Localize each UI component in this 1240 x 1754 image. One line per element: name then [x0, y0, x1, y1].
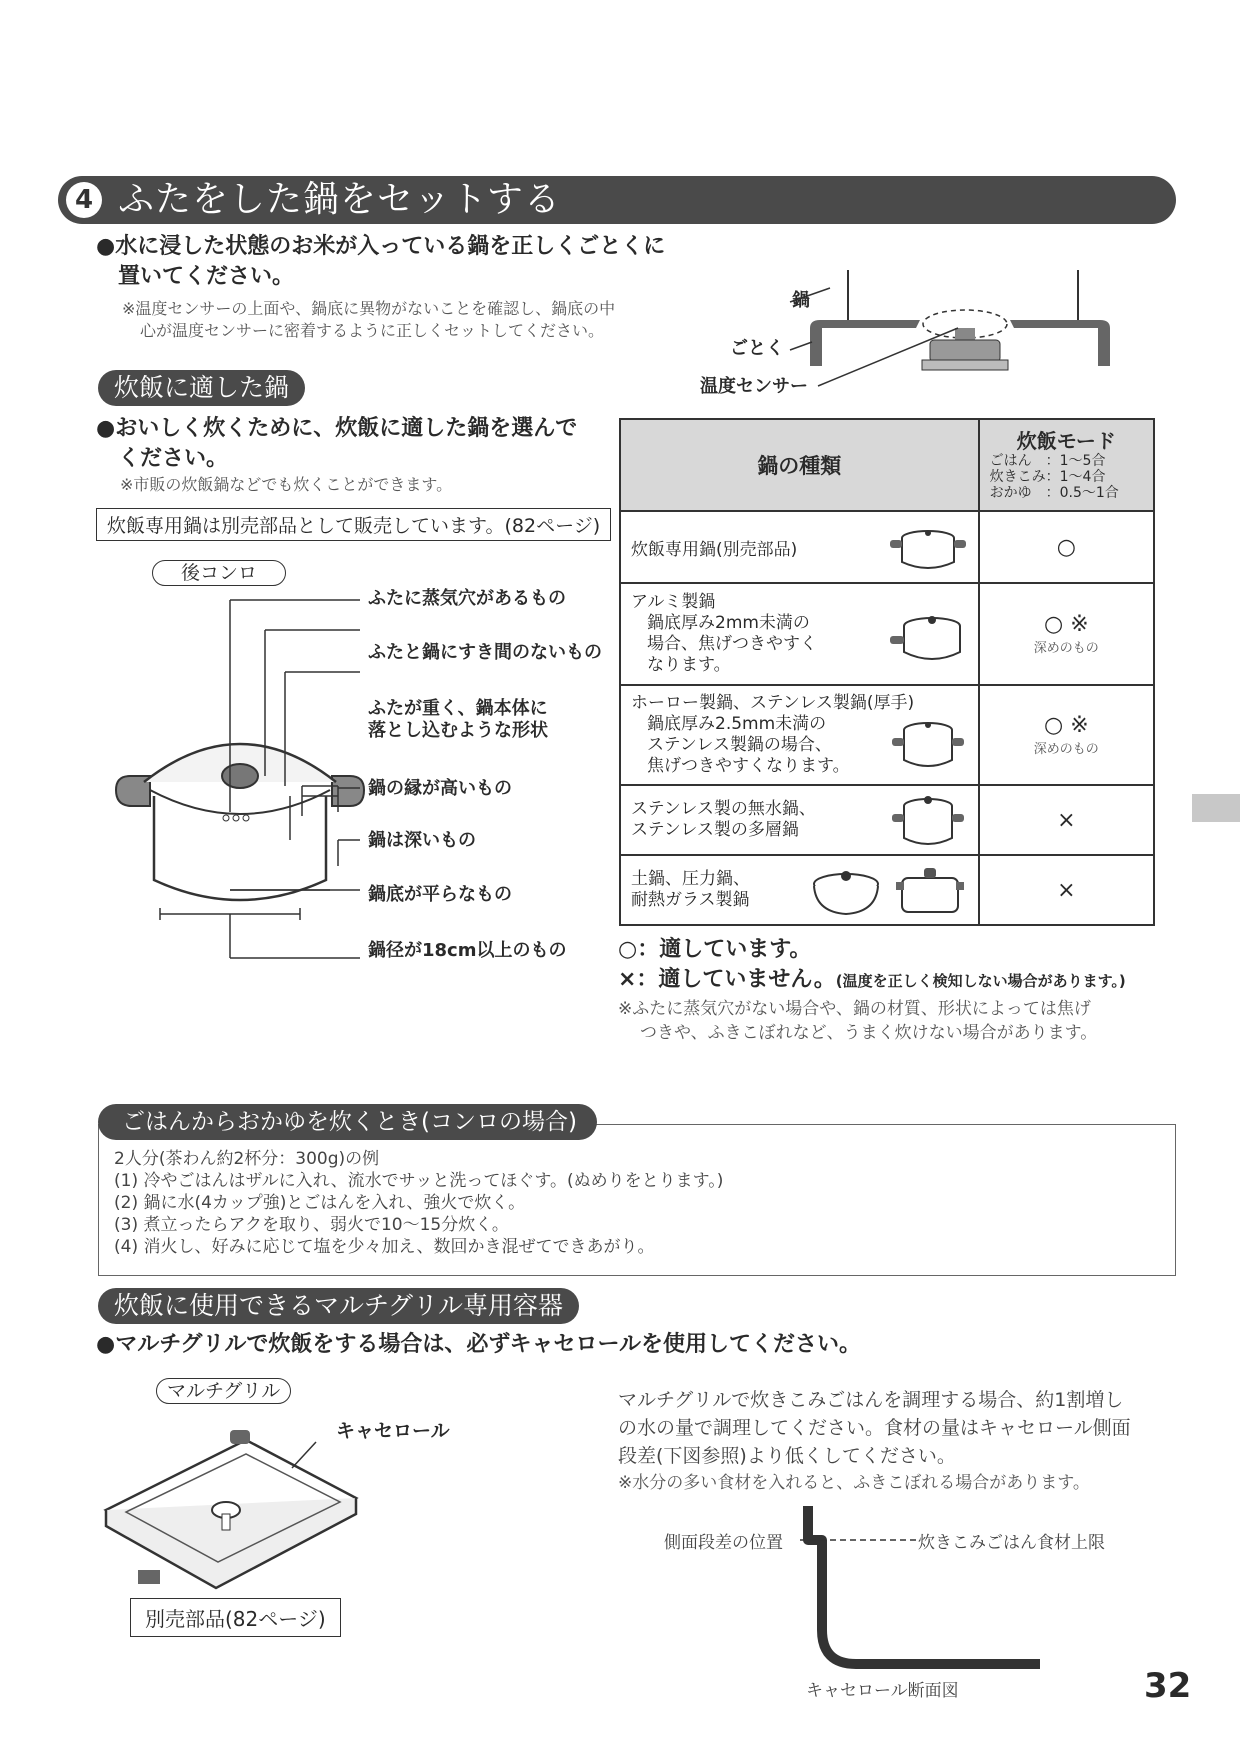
page-edge-tab — [1192, 794, 1240, 822]
label-gotoku: ごとく — [730, 338, 784, 359]
pot-leader-lines — [220, 590, 370, 970]
grill-bullet: ●マルチグリルで炊飯をする場合は、必ずキャセロールを使用してください。 — [96, 1332, 861, 1357]
section1-note: ※市販の炊飯鍋などでも炊くことができます。 — [120, 475, 453, 494]
row-pot-note: 場合、焦げつきやすく — [647, 634, 817, 654]
grill-para-line: マルチグリルで炊きこみごはんを調理する場合、約1割増し — [618, 1389, 1124, 1411]
mark-cell: ○ — [979, 511, 1154, 583]
label-temp-sensor: 温度センサー — [700, 376, 808, 397]
header-mode-title: 炊飯モード — [1016, 429, 1116, 453]
intro-line2: 置いてください。 — [118, 264, 295, 289]
row-pot-note: ステンレス製鍋の場合、 — [647, 735, 832, 755]
feature-deep: 鍋は深いもの — [368, 830, 476, 851]
legend-suitable: ○：適しています。 — [618, 937, 812, 962]
intro-note2: 心が温度センサーに密着するように正しくセットしてください。 — [140, 321, 605, 340]
row-pot-type: 耐熱ガラス製鍋 — [631, 890, 750, 910]
okayu-line: (1) 冷やごはんはザルに入れ、流水でサッと洗ってほぐす。(ぬめりをとります。) — [114, 1171, 724, 1191]
enamel-pot-icon — [890, 716, 966, 772]
stainless-pot-icon — [890, 792, 966, 850]
okayu-line: (3) 煮立ったらアクを取り、弱火で10〜15分炊く。 — [114, 1215, 509, 1235]
step-position-label: 側面段差の位置 — [664, 1533, 783, 1553]
feature-flat-bottom: 鍋底が平らなもの — [368, 884, 512, 905]
grill-paragraph — [618, 1386, 1131, 1470]
grill-para-line: の水の量で調理してください。食材の量はキャセロール側面 — [618, 1417, 1131, 1439]
section1-bullet1: ●おいしく炊くために、炊飯に適した鍋を選んで — [96, 416, 578, 441]
okayu-steps — [114, 1148, 723, 1258]
mark-sub: 深めのもの — [1033, 641, 1099, 656]
multi-grill-label: マルチグリル — [156, 1378, 291, 1404]
section-pill-suitable-pot: 炊飯に適した鍋 — [98, 370, 305, 406]
header-rice-mode — [979, 419, 1154, 511]
casserole-label: キャセロール — [336, 1420, 450, 1442]
intro-note1: ※温度センサーの上面や、鍋底に異物がないことを確認し、鍋底の中 — [122, 299, 616, 318]
section1-bullet2: ください。 — [118, 446, 229, 471]
okayu-line: 2人分(茶わん約2杯分：300g)の例 — [114, 1149, 380, 1169]
mode-takikomi: 炊きこみ：1〜4合 — [989, 469, 1106, 485]
mark-cell: ○ ※ — [1044, 713, 1089, 738]
pot-suitability-table — [619, 418, 1155, 926]
header-pot-type: 鍋の種類 — [620, 419, 979, 511]
row-pot-note: 焦げつきやすくなります。 — [647, 756, 850, 776]
optional-part-note: 炊飯専用鍋は別売部品として販売しています。(82ページ) — [96, 508, 611, 541]
feature-high-rim: 鍋の縁が高いもの — [368, 778, 512, 799]
intro-line1: ●水に浸した状態のお米が入っている鍋を正しくごとくに — [96, 234, 666, 259]
clay-and-glass-pot-icon — [806, 864, 966, 920]
table-footnote1: ※ふたに蒸気穴がない場合や、鍋の材質、形状によっては焦げ — [618, 999, 1091, 1019]
legend-unsuitable-note: (温度を正しく検知しない場合があります。) — [835, 972, 1126, 990]
aluminum-pot-icon — [888, 610, 968, 666]
feature-no-gap: ふたと鍋にすき間のないもの — [368, 642, 602, 663]
grill-para-line: 段差(下図参照)より低くしてください。 — [618, 1445, 956, 1467]
upper-limit-label: 炊きこみごはん食材上限 — [918, 1533, 1105, 1553]
mode-gohan: ごはん ：1〜5合 — [989, 453, 1106, 469]
grill-note: ※水分の多い食材を入れると、ふきこぼれる場合があります。 — [618, 1473, 1090, 1493]
row-pot-type: アルミ製鍋 — [631, 592, 716, 612]
row-pot-note: 鍋底厚み2mm未満の — [647, 613, 810, 633]
section-pill-grill: 炊飯に使用できるマルチグリル専用容器 — [98, 1288, 579, 1324]
okayu-line: (2) 鍋に水(4カップ強)とごはんを入れ、強火で炊く。 — [114, 1193, 526, 1213]
table-row — [620, 785, 1154, 855]
table-row — [620, 583, 1154, 685]
table-footnote2: つきや、ふきこぼれなど、うまく炊けない場合があります。 — [640, 1023, 1098, 1043]
section-title-bar — [58, 176, 1176, 224]
cross-section-caption: キャセロール断面図 — [806, 1681, 959, 1701]
feature-diameter: 鍋径が18cm以上のもの — [368, 940, 567, 961]
casserole-cross-section — [780, 1500, 1060, 1680]
feature-heavy-lid-2: 落とし込むような形状 — [368, 720, 548, 741]
label-pot: 鍋 — [792, 290, 810, 311]
mark-cell: × — [979, 855, 1154, 925]
row-pot-type: ホーロー製鍋、ステンレス製鍋(厚手) — [631, 693, 915, 713]
page-number: 32 — [1144, 1666, 1192, 1706]
mark-sub: 深めのもの — [1033, 742, 1099, 757]
mark-cell: × — [979, 785, 1154, 855]
casserole-diagram — [96, 1410, 376, 1600]
back-burner-label: 後コンロ — [152, 560, 286, 586]
feature-steam-hole: ふたに蒸気穴があるもの — [368, 588, 566, 609]
grill-optional-part: 別売部品(82ページ) — [130, 1598, 341, 1637]
rice-pot-icon — [888, 524, 968, 574]
mode-okayu: おかゆ ：0.5〜1合 — [989, 485, 1119, 501]
mark-cell: ○ ※ — [1044, 612, 1089, 637]
table-row — [620, 685, 1154, 785]
row-pot-type: ステンレス製の無水鍋、 — [631, 799, 816, 819]
row-pot-type: 炊飯専用鍋(別売部品) — [631, 539, 798, 560]
row-pot-type: ステンレス製の多層鍋 — [631, 820, 799, 840]
legend-unsuitable — [618, 962, 1126, 993]
feature-heavy-lid-1: ふたが重く、鍋本体に — [368, 698, 548, 719]
row-pot-note: なります。 — [647, 655, 731, 675]
page-title: ふたをした鍋をセットする — [118, 179, 561, 220]
table-row — [620, 855, 1154, 925]
row-pot-type: 土鍋、圧力鍋、 — [631, 869, 750, 889]
section-pill-okayu: ごはんからおかゆを炊くとき(コンロの場合) — [98, 1104, 597, 1140]
legend-unsuitable-text: ×：適していません。 — [618, 967, 836, 992]
row-pot-note: 鍋底厚み2.5mm未満の — [647, 714, 827, 734]
table-row — [620, 511, 1154, 583]
step-number: 4 — [66, 182, 102, 218]
okayu-line: (4) 消火し、好みに応じて塩を少々加え、数回かき混ぜてできあがり。 — [114, 1237, 655, 1257]
